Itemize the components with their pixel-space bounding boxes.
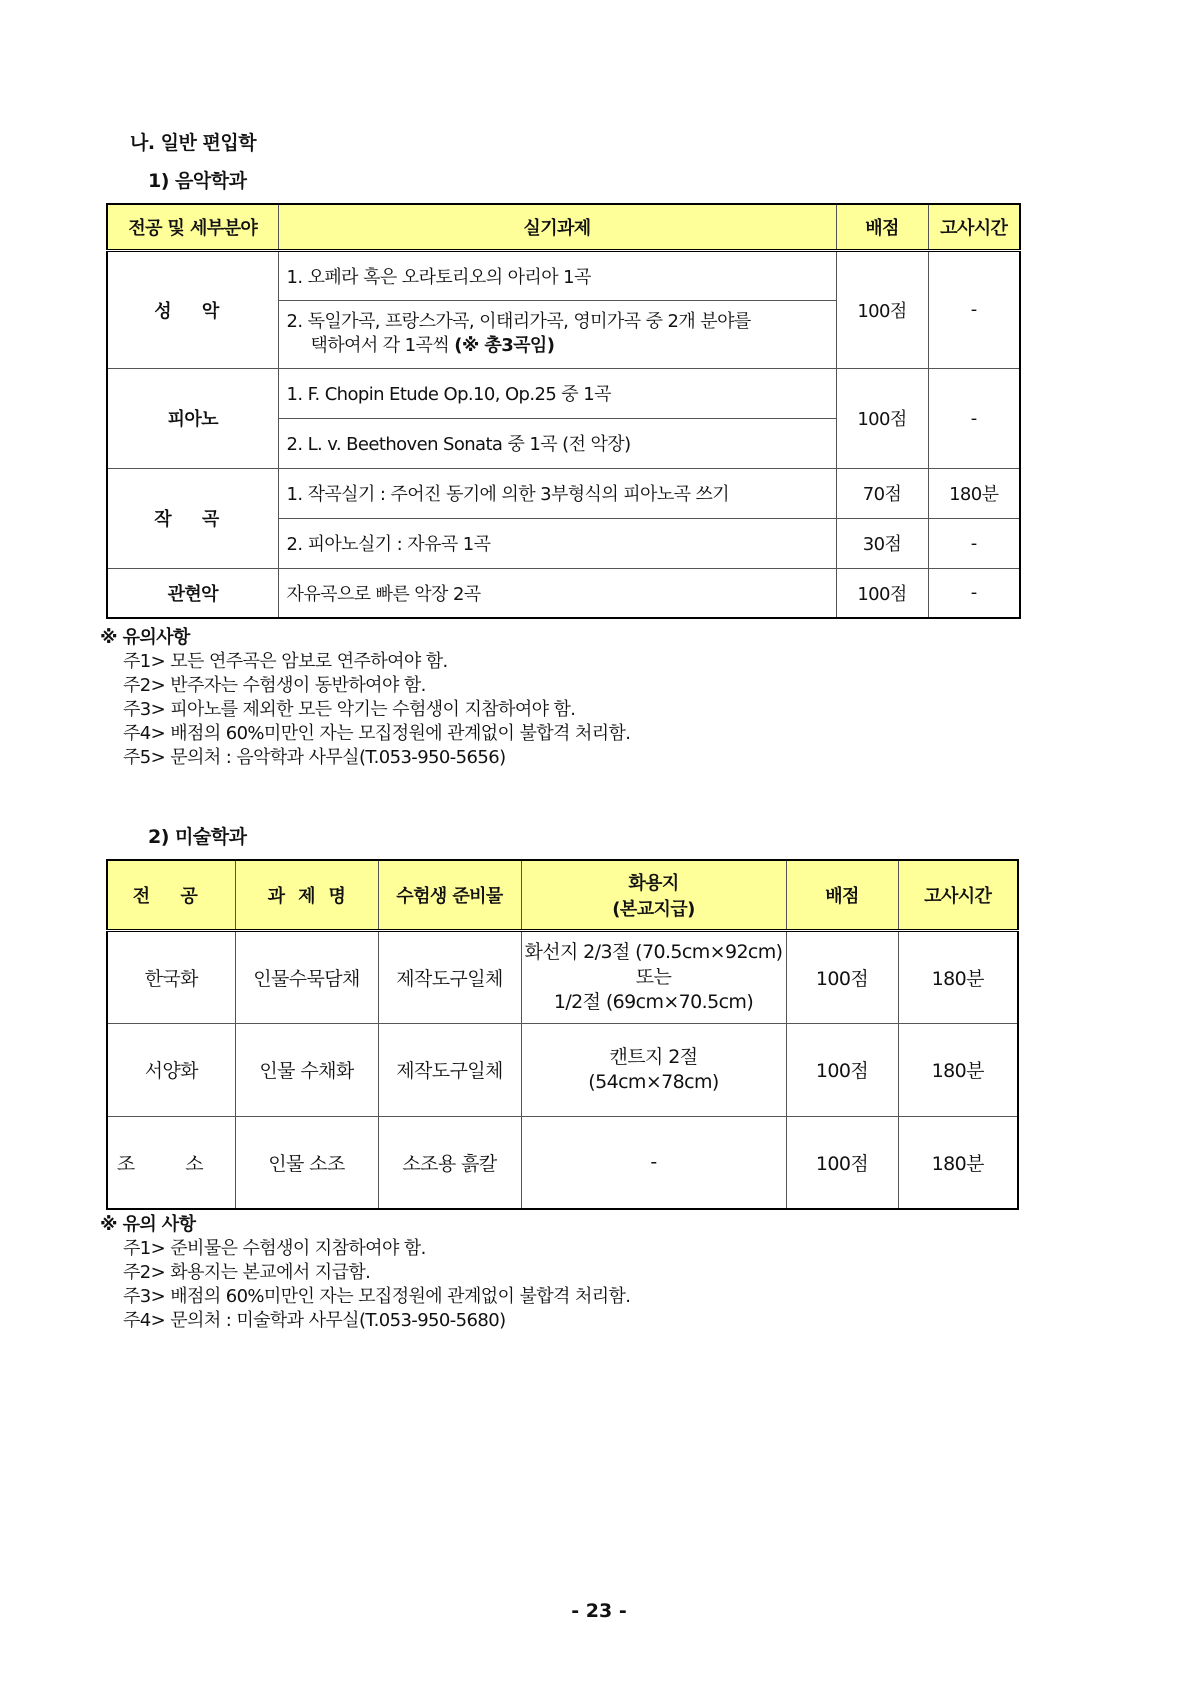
art-header-paper-line-1: 화용지 (628, 872, 679, 894)
piano-task-1: 1. F. Chopin Etude Op.10, Op.25 중 1곡 (278, 368, 836, 418)
table-row (107, 250, 1020, 300)
art-header-paper-line-2: (본교지급) (612, 898, 695, 920)
orchestral-major: 관현악 (107, 568, 278, 618)
art-header-paper (521, 860, 786, 930)
composition-task-1: 1. 작곡실기 : 주어진 동기에 의한 3부형식의 피아노곡 쓰기 (278, 468, 836, 518)
music-table-header-row (107, 204, 1020, 250)
korean-painting-time: 180분 (898, 930, 1018, 1023)
music-note-1: 주1> 모든 연주곡은 암보로 연주하여야 함. (123, 651, 448, 672)
sculpture-paper: - (521, 1116, 786, 1209)
korean-painting-prep: 제작도구일체 (378, 930, 521, 1023)
page-number: - 23 - (571, 1600, 627, 1622)
table-row (107, 568, 1020, 618)
section-title: 나. 일반 편입학 (130, 132, 257, 154)
music-notes (100, 626, 630, 770)
table-row (107, 1116, 1018, 1209)
western-painting-paper-line-1: 캔트지 2절 (609, 1045, 698, 1068)
art-table-header-row (107, 860, 1018, 930)
western-painting-paper-line-2: (54cm×78cm) (588, 1070, 719, 1093)
composition-major: 작 곡 (107, 468, 278, 568)
sculpture-time: 180분 (898, 1116, 1018, 1209)
art-notes-title: ※ 유의 사항 (100, 1214, 196, 1235)
header-time: 고사시간 (928, 204, 1020, 250)
music-notes-title: ※ 유의사항 (100, 627, 190, 648)
table-row (107, 468, 1020, 518)
korean-painting-paper (521, 930, 786, 1023)
piano-score: 100점 (836, 368, 928, 468)
music-note-2: 주2> 반주자는 수험생이 동반하여야 함. (123, 675, 426, 696)
art-notes (100, 1213, 630, 1333)
art-exam-table (106, 859, 1019, 1210)
korean-painting-major: 한국화 (107, 930, 235, 1023)
table-row (107, 368, 1020, 418)
composition-time-2: - (928, 518, 1020, 568)
composition-time-1: 180분 (928, 468, 1020, 518)
art-note-1: 주1> 준비물은 수험생이 지참하여야 함. (123, 1238, 426, 1259)
korean-painting-paper-line-3: 1/2절 (69cm×70.5cm) (553, 990, 754, 1013)
composition-score-1: 70점 (836, 468, 928, 518)
art-note-3: 주3> 배점의 60%미만인 자는 모집정원에 관계없이 불합격 처리함. (123, 1286, 631, 1307)
vocal-task-2-note: (※ 총3곡임) (454, 335, 555, 356)
sculpture-task: 인물 소조 (235, 1116, 378, 1209)
piano-major: 피아노 (107, 368, 278, 468)
vocal-major: 성 악 (107, 250, 278, 368)
music-note-4: 주4> 배점의 60%미만인 자는 모집정원에 관계없이 불합격 처리함. (123, 723, 631, 744)
vocal-task-2-line-2 (287, 334, 836, 358)
music-exam-table (106, 203, 1021, 619)
vocal-task-2 (278, 300, 836, 368)
vocal-task-2-text: 택하여서 각 1곡씩 (310, 335, 455, 356)
art-header-major: 전 공 (107, 860, 235, 930)
art-header-task: 과 제 명 (235, 860, 378, 930)
western-painting-prep: 제작도구일체 (378, 1023, 521, 1116)
composition-score-2: 30점 (836, 518, 928, 568)
korean-painting-task: 인물수묵담채 (235, 930, 378, 1023)
sculpture-prep: 소조용 흙칼 (378, 1116, 521, 1209)
header-task: 실기과제 (278, 204, 836, 250)
vocal-task-1: 1. 오페라 혹은 오라토리오의 아리아 1곡 (278, 250, 836, 300)
vocal-score: 100점 (836, 250, 928, 368)
korean-painting-paper-line-2: 또는 (635, 965, 672, 988)
composition-task-2: 2. 피아노실기 : 자유곡 1곡 (278, 518, 836, 568)
orchestral-time: - (928, 568, 1020, 618)
sculpture-score: 100점 (786, 1116, 898, 1209)
art-header-score: 배점 (786, 860, 898, 930)
korean-painting-paper-line-1: 화선지 2/3절 (70.5cm×92cm) (524, 940, 783, 963)
table-row (107, 1023, 1018, 1116)
sculpture-major: 조 소 (107, 1116, 235, 1209)
piano-time: - (928, 368, 1020, 468)
art-header-time: 고사시간 (898, 860, 1018, 930)
western-painting-major: 서양화 (107, 1023, 235, 1116)
music-dept-heading: 1) 음악학과 (148, 170, 247, 192)
western-painting-task: 인물 수채화 (235, 1023, 378, 1116)
art-header-prep: 수험생 준비물 (378, 860, 521, 930)
korean-painting-score: 100점 (786, 930, 898, 1023)
art-note-4: 주4> 문의처 : 미술학과 사무실(T.053-950-5680) (123, 1310, 506, 1331)
art-note-2: 주2> 화용지는 본교에서 지급함. (123, 1262, 371, 1283)
music-note-5: 주5> 문의처 : 음악학과 사무실(T.053-950-5656) (123, 747, 506, 768)
western-painting-score: 100점 (786, 1023, 898, 1116)
header-score: 배점 (836, 204, 928, 250)
western-painting-paper (521, 1023, 786, 1116)
piano-task-2: 2. L. v. Beethoven Sonata 중 1곡 (전 악장) (278, 418, 836, 468)
western-painting-time: 180분 (898, 1023, 1018, 1116)
header-major: 전공 및 세부분야 (107, 204, 278, 250)
vocal-task-2-line-1: 2. 독일가곡, 프랑스가곡, 이태리가곡, 영미가곡 중 2개 분야를 (286, 311, 751, 332)
table-row (107, 930, 1018, 1023)
art-dept-heading: 2) 미술학과 (148, 826, 247, 848)
music-note-3: 주3> 피아노를 제외한 모든 악기는 수험생이 지참하여야 함. (123, 699, 576, 720)
orchestral-score: 100점 (836, 568, 928, 618)
orchestral-task: 자유곡으로 빠른 악장 2곡 (278, 568, 836, 618)
vocal-time: - (928, 250, 1020, 368)
